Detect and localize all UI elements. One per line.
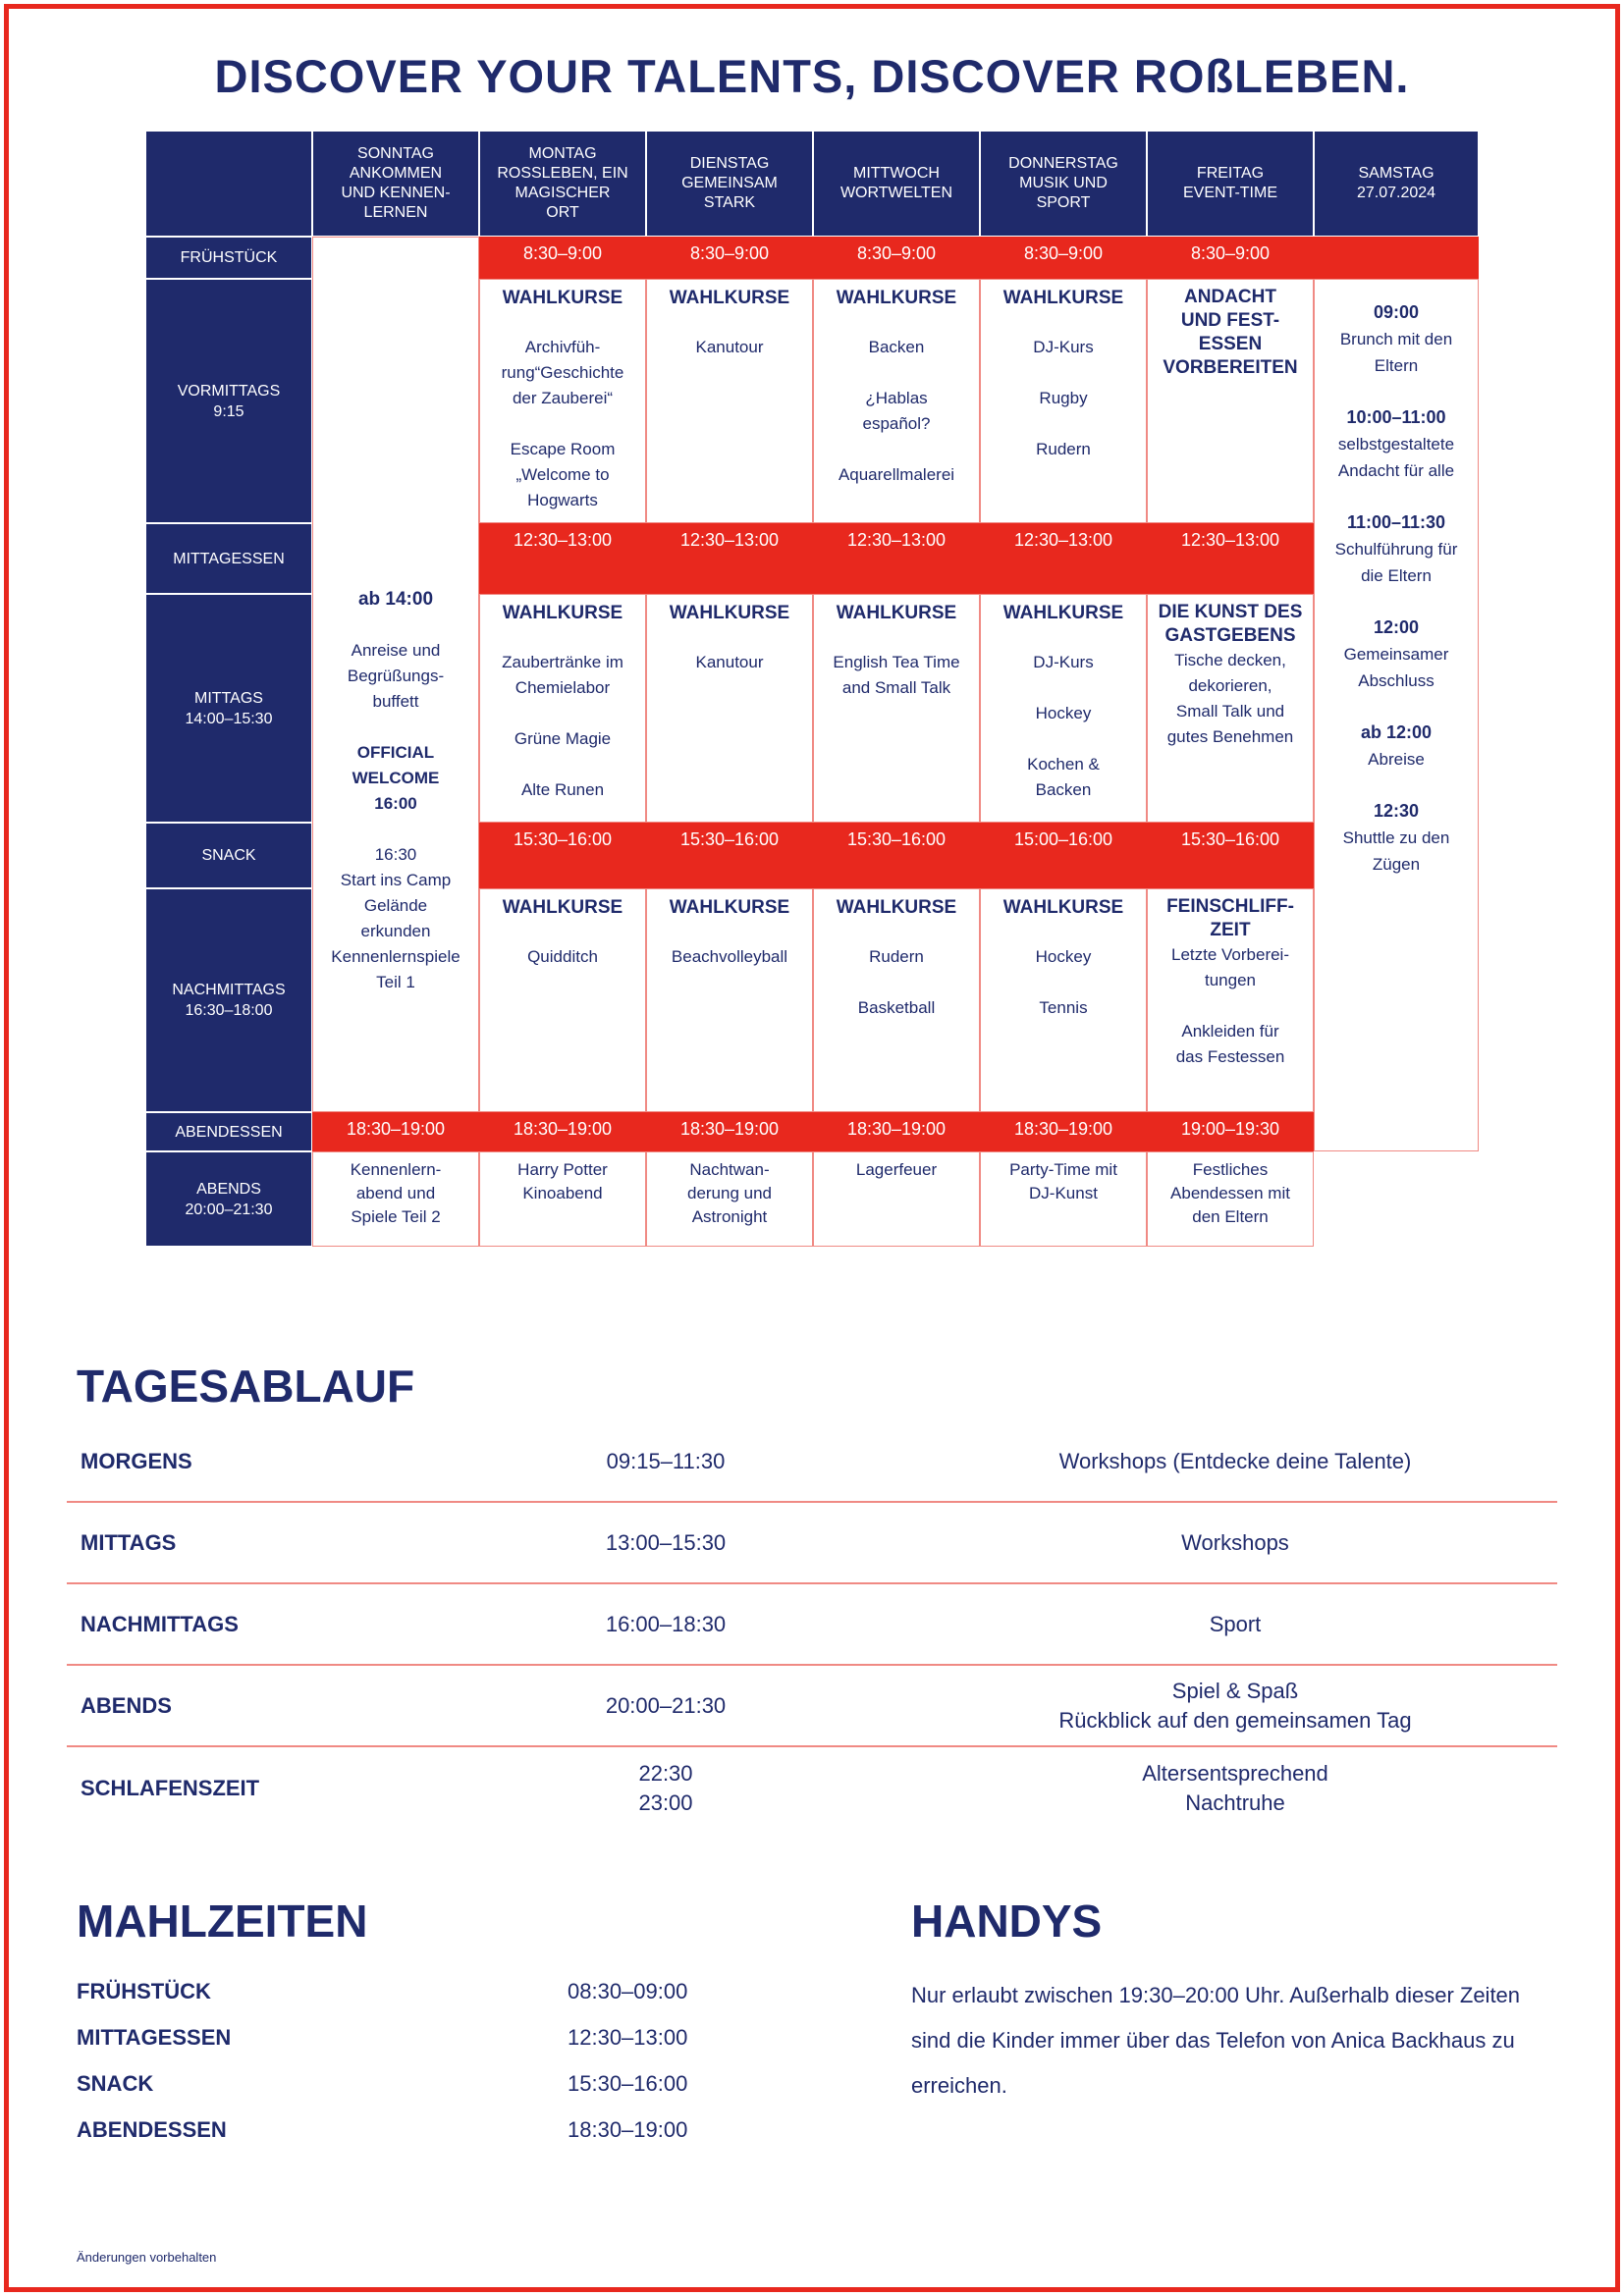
workshop-cell: [813, 594, 980, 823]
row-label: [145, 1151, 312, 1247]
tagesablauf-row: [67, 1747, 1557, 1829]
day-header: [1147, 131, 1314, 237]
meal-time: 12:30–13:00: [479, 523, 646, 594]
friday-title: [1154, 895, 1307, 942]
friday-item: dekorieren,: [1188, 676, 1272, 695]
period-description-line: Spiel & Spaß: [1171, 1678, 1299, 1703]
period-description-line: Altersentsprechend: [1142, 1760, 1328, 1786]
workshop-item: Rugby: [1039, 389, 1088, 407]
meal-row: [77, 1979, 725, 2018]
workshop-item: Aquarellmalerei: [838, 465, 955, 484]
workshop-item: „Welcome to: [515, 465, 610, 484]
workshop-item: DJ-Kurs: [1033, 338, 1094, 356]
wahlkurse-title: WAHLKURSE: [502, 603, 623, 623]
evening-cell: [479, 1151, 646, 1247]
arrival-line: Anreise und: [351, 641, 441, 660]
period-description-line: Rückblick auf den gemeinsamen Tag: [1058, 1707, 1412, 1733]
meal-row: [77, 2117, 725, 2157]
footnote: Änderungen vorbehalten: [77, 2250, 217, 2265]
saturday-time: 09:00: [1373, 302, 1420, 322]
saturday-cell: [1314, 279, 1479, 1151]
friday-title-line: ESSEN: [1198, 334, 1263, 354]
row-label-line: ABENDESSEN: [175, 1123, 283, 1141]
meal-time: 12:30–13:00: [568, 2025, 688, 2050]
spacer: [987, 970, 1140, 995]
day-header: [312, 131, 479, 237]
evening-cell: [1147, 1151, 1314, 1247]
workshop-item: Archivfüh-: [524, 338, 601, 356]
workshop-item: English Tea Time: [833, 653, 960, 671]
period-time-line: 09:15–11:30: [606, 1448, 726, 1473]
meal-time: 18:30–19:00: [568, 2117, 688, 2142]
friday-item: Ankleiden für: [1181, 1022, 1279, 1041]
evening-item: Harry Potter: [517, 1160, 608, 1179]
friday-item: das Festessen: [1175, 1047, 1285, 1066]
period-description-line: Workshops: [1181, 1529, 1289, 1555]
evening-item: Lagerfeuer: [855, 1160, 938, 1179]
friday-title-line: ANDACHT: [1184, 287, 1276, 307]
row-label: [145, 523, 312, 594]
evening-item: Party-Time mit: [1009, 1160, 1117, 1179]
meal-time: 12:30–13:00: [1147, 523, 1314, 594]
meal-time: 18:30–19:00: [980, 1112, 1147, 1151]
meal-time: 19:00–19:30: [1147, 1112, 1314, 1151]
workshop-item: Escape Room: [510, 440, 616, 458]
saturday-time: 12:00: [1373, 617, 1420, 637]
spacer: [987, 360, 1140, 386]
period-description-line: Nachtruhe: [1185, 1789, 1285, 1815]
row-label: [145, 594, 312, 823]
spacer: [820, 970, 973, 995]
period-time-line: 20:00–21:30: [605, 1692, 727, 1718]
wahlkurse-title: WAHLKURSE: [669, 897, 790, 918]
workshop-item: Hockey: [1035, 704, 1092, 722]
camp-line: Gelände: [363, 896, 428, 915]
day-header-line: WORTWELTEN: [839, 185, 953, 201]
day-header-line: ROSSLEBEN, EIN: [497, 165, 628, 182]
saturday-time: 10:00–11:00: [1346, 407, 1446, 427]
wahlkurse-title: WAHLKURSE: [836, 897, 957, 918]
wahlkurse-title: WAHLKURSE: [502, 897, 623, 918]
tagesablauf-row: [67, 1666, 1557, 1747]
workshop-item: Alte Runen: [520, 780, 605, 799]
workshop-item: DJ-Kurs: [1033, 653, 1094, 671]
camp-line: Teil 1: [376, 973, 415, 991]
day-header-line: SONNTAG: [357, 145, 434, 162]
day-header-line: SPORT: [1036, 194, 1091, 211]
friday-title: [1154, 286, 1307, 380]
row-label-line: ABENDS: [196, 1180, 261, 1198]
meal-time: 8:30–9:00: [479, 237, 646, 279]
friday-title-line: FEINSCHLIFF-: [1166, 896, 1294, 917]
row-label-line: NACHMITTAGS: [172, 982, 286, 998]
period-description: [931, 1666, 1540, 1745]
row-label: [145, 823, 312, 888]
day-header-line: MUSIK UND: [1019, 175, 1108, 191]
workshop-cell: [479, 279, 646, 523]
spacer: [987, 726, 1140, 752]
friday-title-line: ZEIT: [1210, 920, 1251, 940]
row-label-line: 20:00–21:30: [185, 1201, 273, 1218]
friday-cell: [1147, 888, 1314, 1112]
spacer: [1321, 484, 1472, 509]
period-description: [931, 1421, 1540, 1501]
row-label-line: 14:00–15:30: [185, 710, 273, 727]
meal-time: 15:00–16:00: [980, 823, 1147, 888]
period-time: [538, 1666, 793, 1745]
workshop-item: ¿Hablas: [865, 389, 928, 407]
spacer: [1321, 773, 1472, 798]
sunday-arrival-cell: [312, 237, 479, 1112]
day-header-line: STARK: [703, 194, 756, 211]
friday-title: [1154, 601, 1307, 648]
day-header: [813, 131, 980, 237]
spacer: [486, 411, 639, 437]
evening-cell: [312, 1151, 479, 1247]
day-header-line: UND KENNEN-: [341, 185, 451, 201]
workshop-cell: [980, 594, 1147, 823]
meal-time: 18:30–19:00: [479, 1112, 646, 1151]
workshop-cell: [646, 888, 813, 1112]
friday-title-line: UND FEST-: [1180, 310, 1280, 331]
saturday-item: Abreise: [1368, 750, 1425, 769]
meal-time: 15:30–16:00: [813, 823, 980, 888]
saturday-item: selbstgestaltete: [1337, 435, 1455, 454]
period-time-line: 23:00: [638, 1789, 693, 1815]
camp-line: erkunden: [360, 922, 431, 940]
arrival-time: ab 14:00: [357, 589, 434, 610]
evening-item: Abendessen mit: [1170, 1184, 1290, 1202]
period-time: [538, 1584, 793, 1664]
wahlkurse-title: WAHLKURSE: [1002, 603, 1124, 623]
period-time-line: 22:30: [638, 1760, 693, 1786]
wahlkurse-title: WAHLKURSE: [836, 288, 957, 308]
meal-time: 8:30–9:00: [980, 237, 1147, 279]
period-description: [931, 1747, 1540, 1829]
row-label-line: FRÜHSTÜCK: [180, 249, 278, 266]
workshop-item: Grüne Magie: [514, 729, 612, 748]
spacer: [820, 437, 973, 462]
day-header: [479, 131, 646, 237]
friday-cell: [1147, 279, 1314, 523]
evening-item: DJ-Kunst: [1029, 1184, 1098, 1202]
meal-name: ABENDESSEN: [77, 2117, 227, 2142]
evening-item: Kennenlern-: [350, 1160, 442, 1179]
saturday-item: Shuttle zu den: [1342, 828, 1450, 847]
evening-item: abend und: [355, 1184, 436, 1202]
meal-name: FRÜHSTÜCK: [77, 1979, 211, 2003]
workshop-item: Backen: [1035, 780, 1092, 799]
saturday-item: Gemeinsamer: [1343, 645, 1449, 664]
spacer: [1321, 878, 1472, 903]
row-label: [145, 1112, 312, 1151]
meal-name: MITTAGESSEN: [77, 2025, 232, 2050]
friday-item: gutes Benehmen: [1166, 727, 1294, 746]
friday-item: Small Talk und: [1175, 702, 1285, 721]
workshop-item: español?: [862, 414, 931, 433]
workshop-item: and Small Talk: [841, 678, 951, 697]
period-name: ABENDS: [81, 1692, 172, 1718]
row-label-line: VORMITTAGS: [177, 382, 281, 400]
welcome-line: WELCOME: [352, 769, 440, 787]
meal-time: 8:30–9:00: [813, 237, 980, 279]
saturday-time: 12:30: [1373, 801, 1420, 821]
row-label-line: MITTAGESSEN: [173, 550, 285, 567]
day-header: [980, 131, 1147, 237]
period-time: [538, 1747, 793, 1829]
workshop-cell: [479, 594, 646, 823]
meal-time: 15:30–16:00: [646, 823, 813, 888]
spacer: [1154, 993, 1307, 1019]
friday-item: Tische decken,: [1174, 651, 1286, 669]
workshop-item: Rudern: [1036, 440, 1091, 458]
meal-time: 8:30–9:00: [1147, 237, 1314, 279]
workshop-item: Basketball: [857, 998, 936, 1017]
evening-cell: [646, 1151, 813, 1247]
period-name: NACHMITTAGS: [81, 1611, 239, 1636]
workshop-cell: [980, 279, 1147, 523]
wahlkurse-title: WAHLKURSE: [836, 603, 957, 623]
period-name: SCHLAFENSZEIT: [81, 1775, 260, 1800]
welcome-line: OFFICIAL: [356, 743, 435, 762]
camp-line: 16:30: [374, 845, 417, 864]
saturday-item: Zügen: [1372, 855, 1421, 874]
saturday-item: Eltern: [1374, 356, 1419, 375]
meal-bar-fill: [1314, 237, 1479, 279]
meal-time: 8:30–9:00: [646, 237, 813, 279]
weekly-schedule: [145, 131, 1479, 1247]
day-header-line: MITTWOCH: [853, 165, 940, 182]
wahlkurse-title: WAHLKURSE: [1002, 288, 1124, 308]
spacer: [987, 675, 1140, 701]
period-description-line: Sport: [1209, 1611, 1262, 1636]
evening-item: derung und: [686, 1184, 773, 1202]
day-header-line: EVENT-TIME: [1182, 185, 1277, 201]
workshop-item: Backen: [868, 338, 925, 356]
period-time-line: 16:00–18:30: [605, 1611, 727, 1636]
tagesablauf-row: [67, 1503, 1557, 1584]
evening-item: Festliches: [1192, 1160, 1269, 1179]
workshop-item: Zaubertränke im: [502, 653, 623, 671]
page-title: DISCOVER YOUR TALENTS, DISCOVER ROßLEBEN.: [214, 50, 1410, 102]
mahlzeiten-heading: MAHLZEITEN: [77, 1896, 368, 1947]
evening-item: Spiele Teil 2: [351, 1207, 441, 1226]
wahlkurse-title: WAHLKURSE: [669, 603, 790, 623]
spacer: [1321, 589, 1472, 614]
meal-row: [77, 2071, 725, 2110]
period-description: [931, 1584, 1540, 1664]
day-header: [1314, 131, 1479, 237]
workshop-item: Kochen &: [1027, 755, 1100, 774]
friday-item: tungen: [1205, 971, 1256, 989]
day-header-line: ORT: [546, 204, 579, 221]
evening-item: den Eltern: [1192, 1207, 1269, 1226]
day-header-line: LERNEN: [363, 204, 428, 221]
workshop-cell: [813, 888, 980, 1112]
workshop-cell: [479, 888, 646, 1112]
saturday-item: Brunch mit den: [1339, 330, 1453, 348]
saturday-time: ab 12:00: [1360, 722, 1433, 742]
meal-time: 12:30–13:00: [646, 523, 813, 594]
handys-heading: HANDYS: [911, 1896, 1103, 1947]
evening-cell: [980, 1151, 1147, 1247]
workshop-item: Tennis: [1039, 998, 1088, 1017]
day-header-line: FREITAG: [1196, 165, 1265, 182]
evening-item: Astronight: [691, 1207, 768, 1226]
day-header-line: SAMSTAG: [1358, 165, 1435, 182]
workshop-cell: [646, 279, 813, 523]
meal-time: 15:30–16:00: [1147, 823, 1314, 888]
period-name: MITTAGS: [81, 1529, 177, 1555]
day-header-line: DONNERSTAG: [1008, 155, 1118, 172]
workshop-item: Beachvolleyball: [671, 947, 788, 966]
meal-time: 18:30–19:00: [813, 1112, 980, 1151]
row-label: [145, 888, 312, 1112]
workshop-cell: [813, 279, 980, 523]
wahlkurse-title: WAHLKURSE: [502, 288, 623, 308]
row-label-line: 9:15: [213, 402, 244, 420]
day-header-line: 27.07.2024: [1356, 185, 1436, 201]
handys-text: Nur erlaubt zwischen 19:30–20:00 Uhr. Außerhalb dieser Zeiten sind die Kinder immer über das Telefon von Anica Backhaus zu erreichen.: [911, 1983, 1521, 2098]
spacer: [486, 752, 639, 777]
row-label-line: 16:30–18:00: [185, 1002, 273, 1019]
meal-name: SNACK: [77, 2071, 154, 2096]
camp-line: Kennenlernspiele: [331, 947, 460, 966]
camp-line: Start ins Camp: [340, 871, 452, 889]
saturday-time: 11:00–11:30: [1346, 512, 1446, 532]
evening-item: Kinoabend: [522, 1184, 603, 1202]
evening-item: Nachtwan-: [689, 1160, 770, 1179]
day-header-line: DIENSTAG: [689, 155, 770, 172]
evening-cell: [813, 1151, 980, 1247]
friday-title-line: VORBEREITEN: [1163, 357, 1298, 378]
spacer: [1321, 379, 1472, 404]
workshop-item: rung“Geschichte: [501, 363, 624, 382]
meal-time: 15:30–16:00: [479, 823, 646, 888]
meal-time: 08:30–09:00: [568, 1979, 688, 2003]
workshop-cell: [980, 888, 1147, 1112]
arrival-line: buffett: [372, 692, 419, 711]
meal-time: 12:30–13:00: [980, 523, 1147, 594]
workshop-item: Kanutour: [695, 653, 764, 671]
friday-item: Letzte Vorberei-: [1170, 945, 1289, 964]
tagesablauf-row: [67, 1584, 1557, 1666]
friday-title-line: DIE KUNST DES: [1158, 602, 1303, 622]
workshop-cell: [646, 594, 813, 823]
workshop-item: Quidditch: [527, 947, 598, 966]
row-label-line: SNACK: [201, 847, 256, 864]
period-time: [538, 1421, 793, 1501]
spacer: [820, 360, 973, 386]
meal-time: 18:30–19:00: [646, 1112, 813, 1151]
saturday-item: Schulführung für: [1334, 540, 1458, 559]
period-description: [931, 1503, 1540, 1582]
day-header-line: ANKOMMEN: [349, 165, 443, 182]
friday-title-line: GASTGEBENS: [1164, 625, 1296, 646]
row-label-line: MITTAGS: [194, 689, 263, 707]
period-time: [538, 1503, 793, 1582]
spacer: [486, 701, 639, 726]
saturday-item: Abschluss: [1358, 671, 1435, 690]
friday-cell: [1147, 594, 1314, 823]
arrival-line: Begrüßungs-: [347, 667, 445, 685]
wahlkurse-title: WAHLKURSE: [1002, 897, 1124, 918]
workshop-item: Rudern: [869, 947, 924, 966]
spacer: [987, 411, 1140, 437]
row-label: [145, 279, 312, 523]
meal-time: 12:30–13:00: [813, 523, 980, 594]
welcome-line: 16:00: [374, 794, 417, 813]
workshop-item: Kanutour: [695, 338, 764, 356]
workshop-item: Hogwarts: [527, 491, 598, 509]
meal-time: 15:30–16:00: [568, 2071, 688, 2096]
period-time-line: 13:00–15:30: [605, 1529, 727, 1555]
row-label: [145, 237, 312, 279]
day-header-line: MAGISCHER: [514, 185, 611, 201]
wahlkurse-title: WAHLKURSE: [669, 288, 790, 308]
tagesablauf-heading: TAGESABLAUF: [77, 1361, 415, 1412]
period-description-line: Workshops (Entdecke deine Talente): [1058, 1448, 1412, 1473]
saturday-item: die Eltern: [1361, 566, 1432, 585]
day-header-line: MONTAG: [528, 145, 597, 162]
saturday-item: Andacht für alle: [1337, 461, 1455, 480]
workshop-item: der Zauberei“: [512, 389, 614, 407]
day-header: [646, 131, 813, 237]
workshop-item: Hockey: [1035, 947, 1092, 966]
day-header-line: GEMEINSAM: [681, 175, 778, 191]
period-name: MORGENS: [81, 1448, 192, 1473]
meal-time: 18:30–19:00: [312, 1112, 479, 1151]
tagesablauf-row: [67, 1421, 1557, 1503]
spacer: [1321, 694, 1472, 720]
meal-row: [77, 2025, 725, 2064]
header-corner: [145, 131, 312, 237]
workshop-item: Chemielabor: [514, 678, 611, 697]
